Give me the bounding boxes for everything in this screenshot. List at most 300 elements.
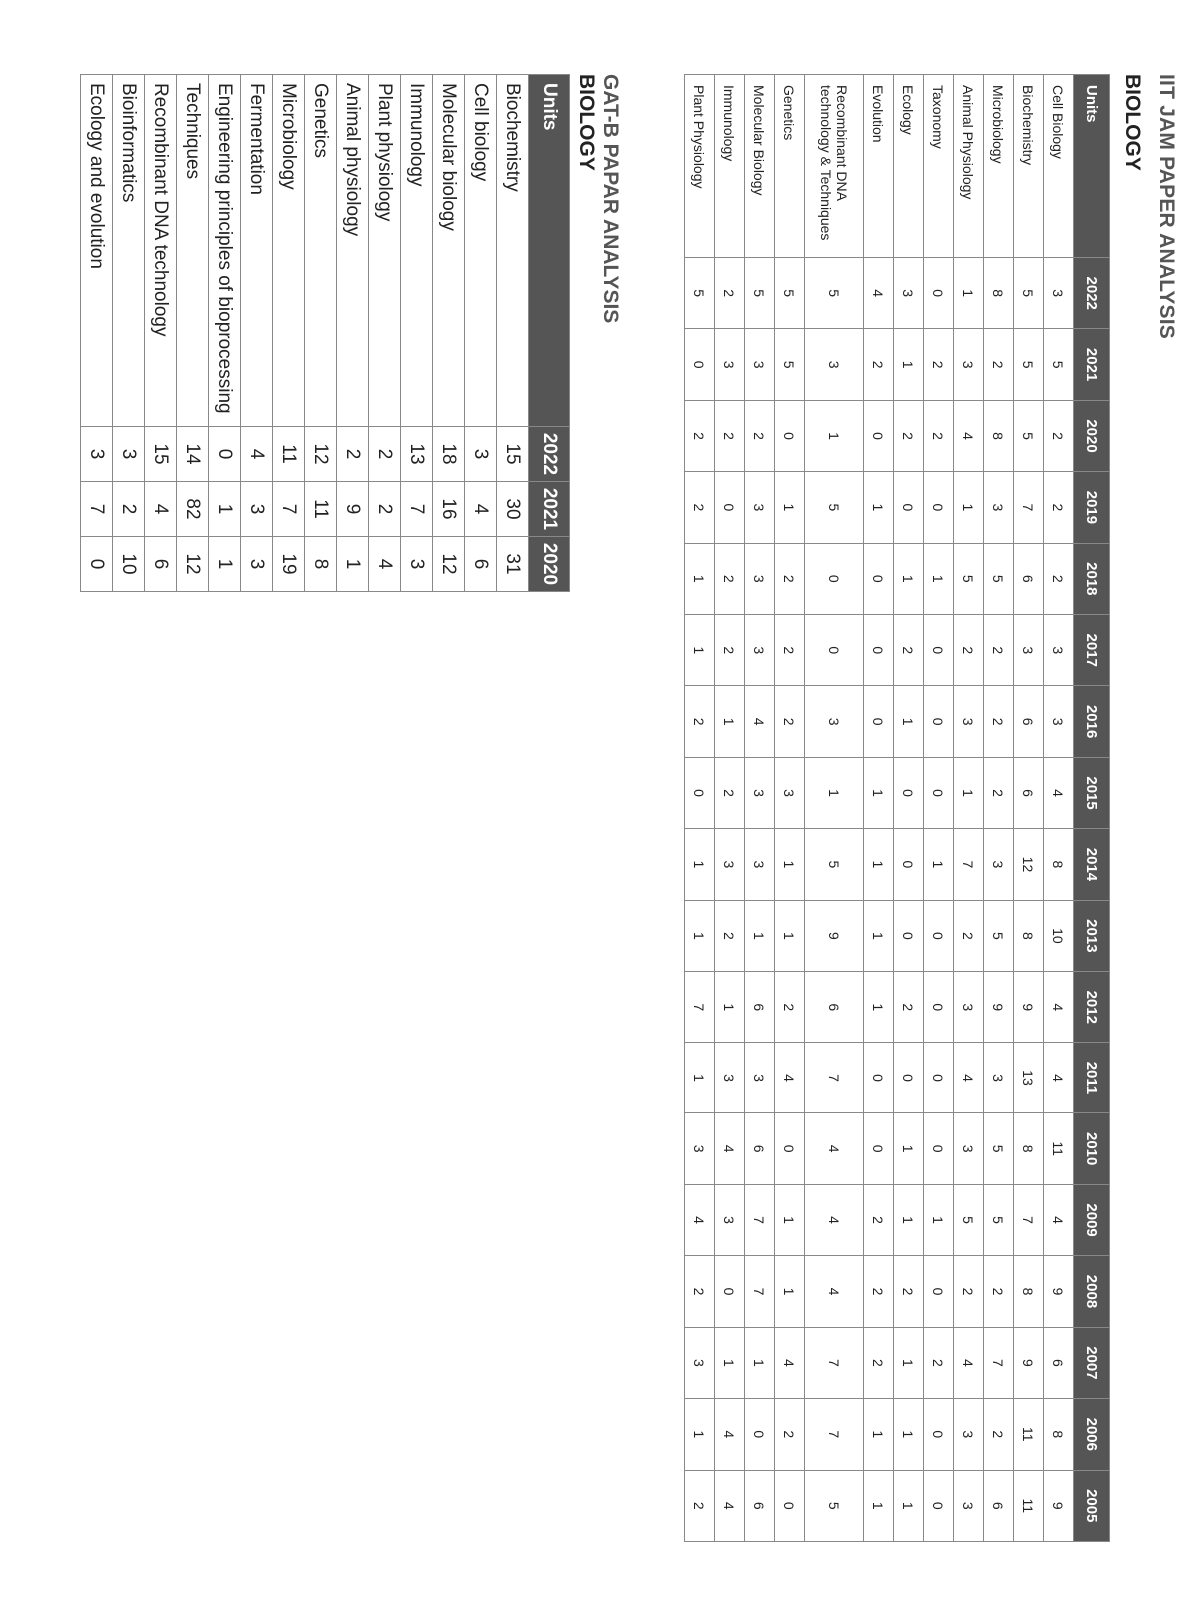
jam-value-cell: 6 (1014, 686, 1044, 757)
jam-header-year: 2018 (1074, 543, 1110, 614)
jam-header-year: 2009 (1074, 1184, 1110, 1255)
jam-value-cell: 1 (864, 757, 894, 828)
table-row (1014, 75, 1044, 1542)
jam-value-cell: 7 (954, 829, 984, 900)
jam-value-cell: 6 (1014, 757, 1044, 828)
jam-value-cell: 3 (984, 1043, 1014, 1113)
jam-header-year: 2017 (1074, 615, 1110, 686)
jam-header-year: 2016 (1074, 686, 1110, 757)
gat-header-year: 2020 (529, 537, 570, 592)
gat-analysis-table (80, 74, 570, 592)
jam-value-cell: 2 (984, 615, 1014, 686)
jam-value-cell: 0 (924, 1470, 954, 1542)
jam-value-cell: 9 (1014, 972, 1044, 1043)
jam-analysis-table (684, 74, 1110, 1542)
jam-value-cell: 4 (1044, 1043, 1074, 1113)
jam-value-cell: 0 (805, 615, 864, 686)
gat-unit-cell: Engineering principles of bioprocessing (209, 75, 241, 427)
jam-value-cell: 0 (894, 900, 924, 971)
gat-value-cell: 3 (241, 482, 273, 537)
jam-value-cell: 6 (805, 972, 864, 1043)
table-row (954, 75, 984, 1542)
table-row (894, 75, 924, 1542)
jam-value-cell: 1 (685, 615, 715, 686)
table-row (145, 75, 177, 592)
gat-value-cell: 15 (497, 427, 529, 482)
jam-page-title: IIT JAM PAPER ANALYSIS (1155, 74, 1178, 340)
jam-value-cell: 0 (715, 1256, 745, 1327)
jam-value-cell: 1 (894, 1399, 924, 1470)
gat-value-cell: 4 (145, 482, 177, 537)
gat-unit-cell: Recombinant DNA technology (145, 75, 177, 427)
jam-value-cell: 1 (775, 900, 805, 971)
table-row (113, 75, 145, 592)
jam-value-cell: 11 (1014, 1399, 1044, 1470)
jam-value-cell: 13 (1014, 1043, 1044, 1113)
gat-value-cell: 4 (465, 482, 497, 537)
gat-header-year: 2021 (529, 482, 570, 537)
jam-unit-cell: Molecular Biology (745, 75, 775, 258)
gat-value-cell: 9 (337, 482, 369, 537)
jam-value-cell: 0 (864, 686, 894, 757)
jam-value-cell: 6 (745, 972, 775, 1043)
jam-value-cell: 2 (894, 972, 924, 1043)
jam-value-cell: 3 (745, 472, 775, 543)
jam-value-cell: 8 (1014, 900, 1044, 971)
jam-value-cell: 8 (984, 258, 1014, 329)
table-row (984, 75, 1014, 1542)
jam-value-cell: 8 (1044, 829, 1074, 900)
jam-section-label: BIOLOGY (1121, 74, 1144, 171)
jam-table-body (685, 75, 1074, 1542)
jam-value-cell: 1 (685, 1399, 715, 1470)
jam-table-header-row (1074, 75, 1110, 1542)
jam-value-cell: 5 (805, 472, 864, 543)
jam-value-cell: 5 (1044, 329, 1074, 400)
gat-unit-cell: Genetics (305, 75, 337, 427)
jam-value-cell: 4 (715, 1399, 745, 1470)
gat-page-title: GAT-B PAPAR ANALYSIS (599, 74, 622, 324)
jam-unit-cell: Cell Biology (1044, 75, 1074, 258)
jam-value-cell: 6 (745, 1113, 775, 1184)
jam-value-cell: 0 (864, 1113, 894, 1184)
table-row (1044, 75, 1074, 1542)
gat-value-cell: 1 (209, 482, 241, 537)
jam-value-cell: 6 (1014, 543, 1044, 614)
gat-value-cell: 12 (177, 537, 209, 592)
jam-value-cell: 12 (1014, 829, 1044, 900)
jam-value-cell: 1 (924, 1184, 954, 1255)
jam-value-cell: 7 (1014, 472, 1044, 543)
gat-value-cell: 31 (497, 537, 529, 592)
gat-value-cell: 7 (273, 482, 305, 537)
gat-value-cell: 0 (81, 537, 113, 592)
gat-value-cell: 11 (273, 427, 305, 482)
jam-value-cell: 1 (954, 757, 984, 828)
jam-value-cell: 3 (954, 1470, 984, 1542)
gat-value-cell: 15 (145, 427, 177, 482)
jam-value-cell: 1 (864, 1399, 894, 1470)
gat-value-cell: 2 (337, 427, 369, 482)
jam-value-cell: 2 (894, 400, 924, 471)
jam-value-cell: 0 (924, 615, 954, 686)
jam-unit-cell: Animal Physiology (954, 75, 984, 258)
jam-value-cell: 0 (924, 686, 954, 757)
jam-value-cell: 6 (745, 1470, 775, 1542)
table-row (241, 75, 273, 592)
gat-value-cell: 6 (465, 537, 497, 592)
jam-value-cell: 2 (984, 757, 1014, 828)
jam-value-cell: 1 (864, 1470, 894, 1542)
jam-header-year: 2005 (1074, 1470, 1110, 1542)
jam-value-cell: 7 (805, 1043, 864, 1113)
jam-value-cell: 0 (745, 1399, 775, 1470)
jam-value-cell: 0 (685, 329, 715, 400)
jam-header-units: Units (1074, 75, 1110, 258)
jam-value-cell: 3 (715, 1043, 745, 1113)
jam-value-cell: 5 (954, 1184, 984, 1255)
jam-value-cell: 0 (924, 258, 954, 329)
table-row (433, 75, 465, 592)
jam-value-cell: 3 (715, 1184, 745, 1255)
jam-value-cell: 1 (715, 1327, 745, 1398)
jam-value-cell: 8 (984, 400, 1014, 471)
jam-header-year: 2014 (1074, 829, 1110, 900)
jam-value-cell: 3 (715, 329, 745, 400)
jam-value-cell: 2 (864, 1327, 894, 1398)
table-row (369, 75, 401, 592)
jam-value-cell: 0 (775, 1113, 805, 1184)
gat-section-label: BIOLOGY (575, 74, 598, 171)
jam-value-cell: 0 (864, 543, 894, 614)
jam-value-cell: 0 (894, 1043, 924, 1113)
jam-value-cell: 1 (685, 829, 715, 900)
table-row (775, 75, 805, 1542)
jam-value-cell: 0 (864, 400, 894, 471)
jam-header-year: 2021 (1074, 329, 1110, 400)
jam-value-cell: 4 (715, 1470, 745, 1542)
jam-value-cell: 0 (775, 400, 805, 471)
gat-value-cell: 3 (465, 427, 497, 482)
jam-value-cell: 0 (894, 829, 924, 900)
jam-value-cell: 0 (924, 757, 954, 828)
jam-value-cell: 1 (894, 686, 924, 757)
jam-value-cell: 1 (894, 1184, 924, 1255)
jam-value-cell: 3 (1044, 686, 1074, 757)
jam-value-cell: 2 (864, 1184, 894, 1255)
gat-unit-cell: Bioinformatics (113, 75, 145, 427)
gat-table-body (81, 75, 529, 592)
table-row (745, 75, 775, 1542)
gat-unit-cell: Plant physiology (369, 75, 401, 427)
gat-unit-cell: Immunology (401, 75, 433, 427)
gat-value-cell: 12 (433, 537, 465, 592)
gat-unit-cell: Biochemistry (497, 75, 529, 427)
jam-value-cell: 0 (894, 472, 924, 543)
jam-value-cell: 3 (745, 829, 775, 900)
jam-value-cell: 0 (924, 1043, 954, 1113)
jam-value-cell: 3 (984, 472, 1014, 543)
jam-value-cell: 2 (775, 543, 805, 614)
jam-value-cell: 2 (864, 1256, 894, 1327)
jam-header-year: 2008 (1074, 1256, 1110, 1327)
jam-value-cell: 2 (715, 543, 745, 614)
table-row (337, 75, 369, 592)
jam-value-cell: 1 (864, 829, 894, 900)
jam-unit-cell: Plant Physiology (685, 75, 715, 258)
jam-value-cell: 2 (954, 900, 984, 971)
gat-value-cell: 30 (497, 482, 529, 537)
jam-value-cell: 2 (685, 686, 715, 757)
jam-unit-cell: Recombinant DNA technology & Techniques (805, 75, 864, 258)
jam-header-year: 2007 (1074, 1327, 1110, 1398)
jam-value-cell: 0 (805, 543, 864, 614)
jam-value-cell: 9 (805, 900, 864, 971)
jam-value-cell: 11 (1014, 1470, 1044, 1542)
jam-value-cell: 2 (984, 329, 1014, 400)
jam-value-cell: 3 (1044, 615, 1074, 686)
jam-value-cell: 10 (1044, 900, 1074, 971)
jam-header-year: 2022 (1074, 258, 1110, 329)
gat-value-cell: 3 (113, 427, 145, 482)
jam-value-cell: 1 (864, 472, 894, 543)
gat-value-cell: 19 (273, 537, 305, 592)
jam-value-cell: 2 (715, 258, 745, 329)
jam-value-cell: 7 (805, 1327, 864, 1398)
jam-value-cell: 5 (775, 329, 805, 400)
jam-value-cell: 3 (745, 543, 775, 614)
jam-value-cell: 4 (864, 258, 894, 329)
jam-value-cell: 2 (685, 400, 715, 471)
jam-value-cell: 5 (984, 543, 1014, 614)
jam-value-cell: 4 (775, 1043, 805, 1113)
jam-value-cell: 4 (1044, 757, 1074, 828)
jam-header-year: 2010 (1074, 1113, 1110, 1184)
jam-value-cell: 1 (685, 1043, 715, 1113)
jam-value-cell: 5 (805, 1470, 864, 1542)
gat-header-units: Units (529, 75, 570, 427)
jam-value-cell: 0 (924, 472, 954, 543)
jam-value-cell: 3 (715, 829, 745, 900)
jam-value-cell: 8 (1014, 1256, 1044, 1327)
jam-unit-cell: Taxonomy (924, 75, 954, 258)
gat-value-cell: 3 (81, 427, 113, 482)
jam-value-cell: 2 (775, 972, 805, 1043)
jam-value-cell: 7 (745, 1256, 775, 1327)
gat-value-cell: 1 (209, 537, 241, 592)
jam-value-cell: 4 (745, 686, 775, 757)
jam-header-year: 2012 (1074, 972, 1110, 1043)
jam-value-cell: 2 (715, 757, 745, 828)
jam-value-cell: 5 (984, 1184, 1014, 1255)
jam-value-cell: 4 (954, 1043, 984, 1113)
gat-value-cell: 2 (113, 482, 145, 537)
jam-value-cell: 1 (894, 1470, 924, 1542)
jam-value-cell: 3 (1014, 615, 1044, 686)
jam-value-cell: 4 (715, 1113, 745, 1184)
gat-header-year: 2022 (529, 427, 570, 482)
jam-unit-cell: Evolution (864, 75, 894, 258)
jam-value-cell: 4 (1044, 1184, 1074, 1255)
jam-value-cell: 1 (715, 686, 745, 757)
gat-value-cell: 3 (401, 537, 433, 592)
jam-value-cell: 0 (924, 1256, 954, 1327)
jam-value-cell: 2 (984, 1256, 1014, 1327)
jam-value-cell: 3 (954, 972, 984, 1043)
jam-value-cell: 2 (1044, 472, 1074, 543)
jam-unit-cell: Genetics (775, 75, 805, 258)
jam-value-cell: 3 (805, 686, 864, 757)
jam-value-cell: 2 (745, 400, 775, 471)
jam-value-cell: 2 (715, 615, 745, 686)
jam-value-cell: 1 (775, 1184, 805, 1255)
jam-value-cell: 2 (685, 1256, 715, 1327)
jam-value-cell: 2 (775, 1399, 805, 1470)
jam-value-cell: 3 (745, 615, 775, 686)
jam-header-year: 2020 (1074, 400, 1110, 471)
table-row (715, 75, 745, 1542)
jam-value-cell: 5 (1014, 258, 1044, 329)
jam-value-cell: 5 (685, 258, 715, 329)
jam-value-cell: 4 (685, 1184, 715, 1255)
jam-value-cell: 2 (954, 1256, 984, 1327)
jam-value-cell: 0 (924, 1399, 954, 1470)
gat-value-cell: 10 (113, 537, 145, 592)
jam-value-cell: 3 (1044, 258, 1074, 329)
gat-value-cell: 4 (369, 537, 401, 592)
table-row (685, 75, 715, 1542)
jam-unit-cell: Ecology (894, 75, 924, 258)
gat-unit-cell: Fermentation (241, 75, 273, 427)
jam-value-cell: 4 (805, 1113, 864, 1184)
jam-value-cell: 5 (984, 900, 1014, 971)
jam-value-cell: 3 (984, 829, 1014, 900)
jam-value-cell: 2 (775, 686, 805, 757)
jam-value-cell: 8 (1044, 1399, 1074, 1470)
jam-value-cell: 2 (894, 1256, 924, 1327)
jam-value-cell: 3 (954, 686, 984, 757)
gat-value-cell: 18 (433, 427, 465, 482)
jam-value-cell: 2 (924, 329, 954, 400)
table-row (209, 75, 241, 592)
jam-value-cell: 1 (745, 1327, 775, 1398)
jam-unit-cell: Immunology (715, 75, 745, 258)
jam-value-cell: 2 (924, 1327, 954, 1398)
jam-value-cell: 1 (805, 757, 864, 828)
jam-value-cell: 0 (864, 1043, 894, 1113)
jam-value-cell: 1 (715, 972, 745, 1043)
gat-unit-cell: Ecology and evolution (81, 75, 113, 427)
jam-value-cell: 1 (894, 329, 924, 400)
jam-value-cell: 4 (1044, 972, 1074, 1043)
jam-value-cell: 5 (954, 543, 984, 614)
table-row (497, 75, 529, 592)
jam-value-cell: 7 (805, 1399, 864, 1470)
gat-value-cell: 11 (305, 482, 337, 537)
jam-value-cell: 5 (745, 258, 775, 329)
jam-value-cell: 1 (775, 1256, 805, 1327)
jam-value-cell: 7 (685, 972, 715, 1043)
gat-value-cell: 6 (145, 537, 177, 592)
jam-value-cell: 7 (1014, 1184, 1044, 1255)
jam-value-cell: 0 (775, 1470, 805, 1542)
jam-value-cell: 2 (1044, 543, 1074, 614)
jam-header-year: 2011 (1074, 1043, 1110, 1113)
jam-value-cell: 0 (924, 900, 954, 971)
gat-value-cell: 14 (177, 427, 209, 482)
gat-value-cell: 4 (241, 427, 273, 482)
jam-value-cell: 4 (805, 1256, 864, 1327)
gat-value-cell: 1 (337, 537, 369, 592)
jam-value-cell: 1 (775, 472, 805, 543)
jam-value-cell: 1 (924, 543, 954, 614)
table-row (864, 75, 894, 1542)
jam-value-cell: 1 (924, 829, 954, 900)
jam-header-year: 2015 (1074, 757, 1110, 828)
jam-value-cell: 7 (745, 1184, 775, 1255)
gat-value-cell: 12 (305, 427, 337, 482)
jam-value-cell: 11 (1044, 1113, 1074, 1184)
jam-value-cell: 3 (745, 757, 775, 828)
jam-value-cell: 2 (685, 472, 715, 543)
jam-value-cell: 5 (805, 829, 864, 900)
jam-value-cell: 3 (954, 329, 984, 400)
jam-value-cell: 5 (984, 1113, 1014, 1184)
table-row (465, 75, 497, 592)
table-row (805, 75, 864, 1542)
jam-value-cell: 1 (685, 543, 715, 614)
gat-unit-cell: Animal physiology (337, 75, 369, 427)
gat-value-cell: 3 (241, 537, 273, 592)
gat-value-cell: 7 (81, 482, 113, 537)
jam-value-cell: 5 (805, 258, 864, 329)
jam-value-cell: 2 (685, 1470, 715, 1542)
gat-value-cell: 2 (369, 482, 401, 537)
gat-value-cell: 2 (369, 427, 401, 482)
jam-value-cell: 0 (715, 472, 745, 543)
gat-value-cell: 16 (433, 482, 465, 537)
gat-value-cell: 82 (177, 482, 209, 537)
table-row (401, 75, 433, 592)
jam-value-cell: 9 (1044, 1256, 1074, 1327)
gat-value-cell: 8 (305, 537, 337, 592)
gat-unit-cell: Molecular biology (433, 75, 465, 427)
jam-value-cell: 9 (1014, 1327, 1044, 1398)
jam-value-cell: 0 (924, 1113, 954, 1184)
jam-value-cell: 1 (894, 543, 924, 614)
jam-value-cell: 2 (924, 400, 954, 471)
jam-value-cell: 1 (805, 400, 864, 471)
table-row (924, 75, 954, 1542)
jam-value-cell: 2 (984, 1399, 1014, 1470)
jam-value-cell: 2 (775, 615, 805, 686)
jam-value-cell: 3 (954, 1399, 984, 1470)
gat-unit-cell: Cell biology (465, 75, 497, 427)
jam-value-cell: 4 (954, 400, 984, 471)
jam-value-cell: 1 (954, 472, 984, 543)
jam-value-cell: 8 (1014, 1113, 1044, 1184)
jam-value-cell: 1 (864, 972, 894, 1043)
jam-unit-cell: Biochemistry (1014, 75, 1044, 258)
jam-value-cell: 2 (715, 400, 745, 471)
table-row (273, 75, 305, 592)
jam-value-cell: 3 (745, 329, 775, 400)
jam-value-cell: 1 (894, 1113, 924, 1184)
jam-value-cell: 3 (894, 258, 924, 329)
jam-value-cell: 3 (685, 1113, 715, 1184)
table-row (81, 75, 113, 592)
jam-value-cell: 6 (1044, 1327, 1074, 1398)
